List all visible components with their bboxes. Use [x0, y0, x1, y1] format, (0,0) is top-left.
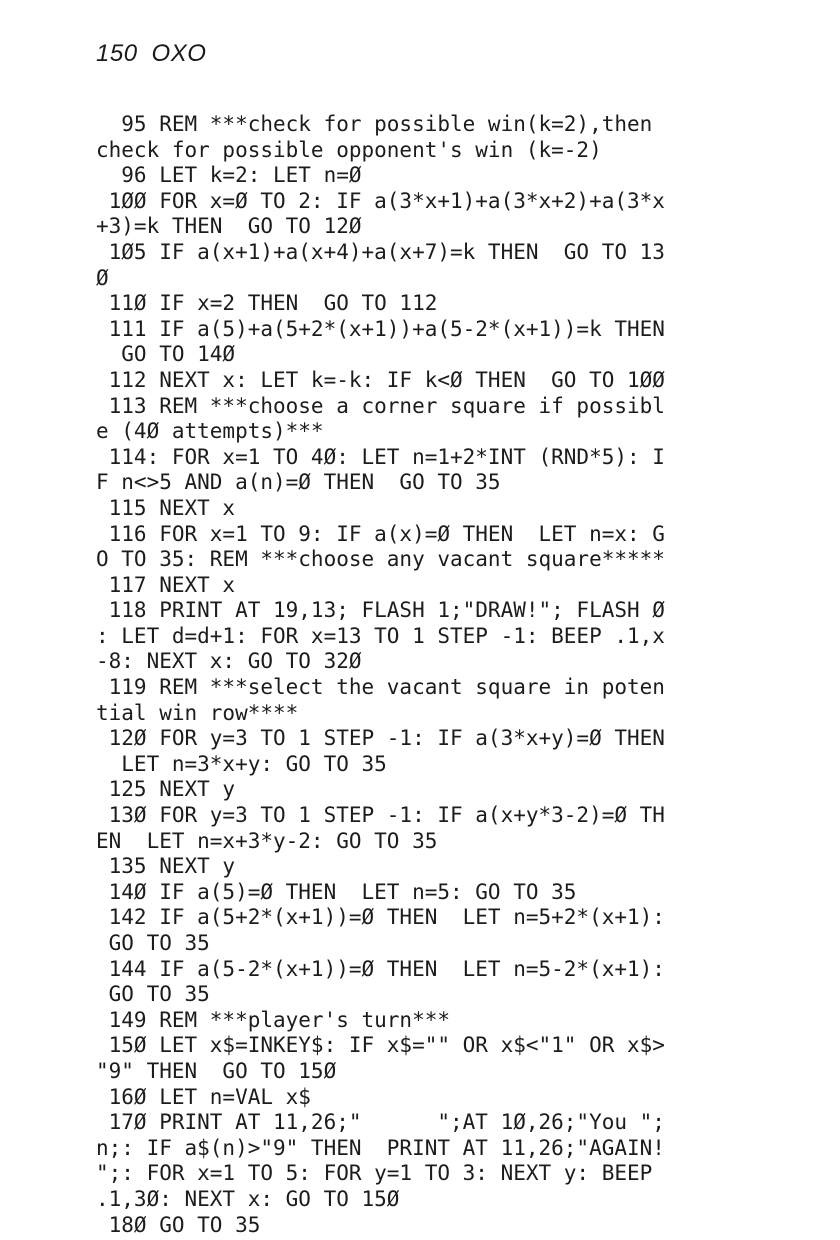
listing-line: 96 LET k=2: LET n=Ø — [96, 163, 362, 188]
listing-line: 11Ø IF x=2 THEN GO TO 112 — [96, 291, 438, 316]
listing-line: 111 IF a(5)+a(5+2*(x+1))+a(5-2*(x+1))=k THEN — [96, 316, 665, 341]
running-head — [96, 40, 206, 68]
listing-line: 16Ø LET n=VAL x$ — [96, 1084, 311, 1109]
basic-program-listing — [96, 112, 796, 1238]
listing-line: +3)=k THEN GO TO 12Ø — [96, 214, 362, 239]
listing-line: 1ØØ FOR x=Ø TO 2: IF a(3*x+1)+a(3*x+2)+a(3*x — [96, 188, 665, 213]
listing-line: O TO 35: REM ***choose any vacant square***** — [96, 547, 665, 572]
listing-line: "9" THEN GO TO 15Ø — [96, 1058, 337, 1083]
listing-line: 95 REM ***check for possible win(k=2),then — [96, 112, 653, 136]
listing-line: GO TO 35 — [96, 982, 210, 1007]
listing-line: check for possible opponent's win (k=-2) — [96, 137, 602, 162]
listing-line: Ø — [96, 265, 109, 290]
listing-line: 119 REM ***select the vacant square in poten — [96, 675, 665, 700]
listing-line: 135 NEXT y — [96, 854, 236, 879]
listing-line: 17Ø PRINT AT 11,26;" ";AT 1Ø,26;"You "; — [96, 1110, 665, 1135]
listing-line: GO TO 14Ø — [96, 342, 236, 367]
listing-line: 116 FOR x=1 TO 9: IF a(x)=Ø THEN LET n=x: G — [96, 521, 665, 546]
listing-line: 117 NEXT x — [96, 572, 236, 597]
listing-line: n;: IF a$(n)>"9" THEN PRINT AT 11,26;"AGAIN! — [96, 1135, 665, 1160]
page-number: 150 — [96, 40, 138, 67]
listing-line: GO TO 35 — [96, 931, 210, 955]
listing-line: 125 NEXT y — [96, 777, 236, 802]
listing-line: e (4Ø attempts)*** — [96, 419, 324, 444]
listing-line: LET n=3*x+y: GO TO 35 — [96, 751, 387, 776]
listing-line: 12Ø FOR y=3 TO 1 STEP -1: IF a(3*x+y)=Ø THEN — [96, 726, 665, 751]
listing-line: 144 IF a(5-2*(x+1))=Ø THEN LET n=5-2*(x+1): — [96, 956, 665, 981]
listing-line: 1Ø5 IF a(x+1)+a(x+4)+a(x+7)=k THEN GO TO 13 — [96, 239, 665, 264]
listing-line: : LET d=d+1: FOR x=13 TO 1 STEP -1: BEEP .1,x — [96, 623, 665, 648]
listing-line: 113 REM ***choose a corner square if possibl — [96, 393, 665, 418]
listing-line: EN LET n=x+3*y-2: GO TO 35 — [96, 828, 438, 853]
listing-line: 15Ø LET x$=INKEY$: IF x$="" OR x$<"1" OR x$> — [96, 1033, 665, 1058]
listing-line: 14Ø IF a(5)=Ø THEN LET n=5: GO TO 35 — [96, 879, 577, 904]
listing-line: 13Ø FOR y=3 TO 1 STEP -1: IF a(x+y*3-2)=Ø TH — [96, 803, 665, 828]
listing-line: -8: NEXT x: GO TO 32Ø — [96, 649, 362, 674]
listing-line: 112 NEXT x: LET k=-k: IF k<Ø THEN GO TO 1ØØ — [96, 367, 665, 392]
listing-line: F n<>5 AND a(n)=Ø THEN GO TO 35 — [96, 470, 501, 495]
listing-line: 18Ø GO TO 35 — [96, 1212, 261, 1237]
listing-line: 114: FOR x=1 TO 4Ø: LET n=1+2*INT (RND*5): I — [96, 444, 665, 469]
listing-line: ";: FOR x=1 TO 5: FOR y=1 TO 3: NEXT y: BEEP — [96, 1161, 653, 1186]
listing-line: 115 NEXT x — [96, 495, 236, 520]
listing-line: 118 PRINT AT 19,13; FLASH 1;"DRAW!"; FLASH Ø — [96, 598, 665, 623]
listing-line: 142 IF a(5+2*(x+1))=Ø THEN LET n=5+2*(x+1): — [96, 905, 665, 930]
listing-line: .1,3Ø: NEXT x: GO TO 15Ø — [96, 1186, 400, 1211]
listing-line: tial win row**** — [96, 700, 299, 725]
listing-line: 149 REM ***player's turn*** — [96, 1007, 451, 1032]
chapter-title: OXO — [151, 40, 207, 67]
